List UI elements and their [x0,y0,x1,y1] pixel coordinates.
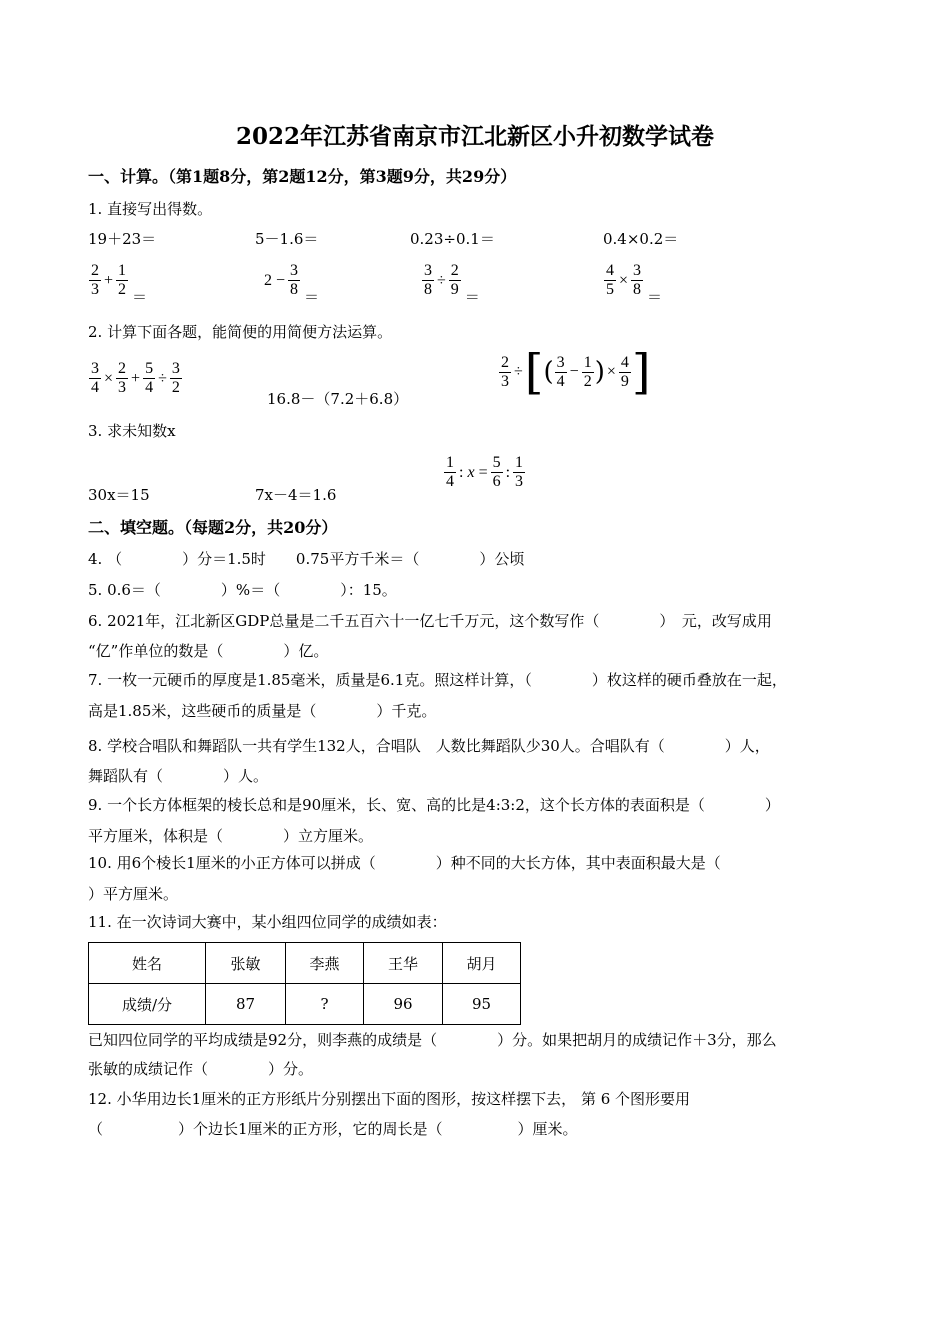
q10-line-1: 10. 用6个棱长1厘米的小正方体可以拼成（ ）种不同的大长方体，其中表面积最大是（ [88,854,721,872]
operator: ÷ [514,363,523,380]
fraction [143,360,155,397]
denominator: 8 [290,281,299,298]
q1-item: 0.23÷0.1＝ [410,230,495,248]
q1-item: 19＋23＝ [88,230,157,248]
q12-line-2: （ ）个边长1厘米的正方形，它的周长是（ ）厘米。 [88,1120,578,1138]
fraction [89,262,101,299]
right-paren: ) [594,357,605,387]
fraction [170,360,182,397]
q1-item: 0.4×0.2＝ [603,230,679,248]
numerator: 4 [620,353,629,371]
denominator: 9 [620,372,629,390]
fraction [444,454,456,491]
numerator: 4 [606,262,614,279]
q6-line-1: 6. 2021年，江北新区GDP总量是二千五百六十一亿七千万元，这个数写作（ ） 元，改写成用 [88,612,772,630]
table-row [89,943,521,984]
q1-fraction-item [421,262,480,306]
q10-line-2: ）平方厘米。 [88,885,179,903]
q5-line: 5. 0.6＝（ ）%＝（ ）：15。 [88,581,397,599]
q8-line-1: 8. 学校合唱队和舞蹈队一共有学生132人，合唱队 人数比舞蹈队少30人。合唱队有（ ）人， [88,737,770,755]
equals-sign: ＝ [464,288,480,306]
q9-line-1: 9. 一个长方体框架的棱长总和是90厘米，长、宽、高的比是4:3:2，这个长方体的表面积是（ ） [88,796,780,814]
denominator: 2 [171,379,180,396]
section-1-heading: 一、计算。（第1题8分，第2题12分，第3题9分，共29分） [88,167,517,186]
q7-line-1: 7. 一枚一元硬币的厚度是1.85毫米，质量是6.1克。照这样计算，（ ）枚这样的硬币叠放在一起， [88,671,787,689]
numerator: 2 [118,360,127,377]
right-bracket: ] [631,344,651,400]
operator: + [104,271,114,289]
denominator: 2 [583,372,592,390]
denominator: 3 [91,281,99,298]
denominator: 3 [501,372,509,390]
q3-equation-1: 30x＝15 [88,486,150,504]
q3-equation-2: 7x－4＝1.6 [255,486,337,504]
q4-line: 4. （ ）分＝1.5时 0.75平方千米＝（ ）公顷 [88,550,525,568]
q1-fraction-item [603,262,663,306]
q2-instruction: 2. 计算下面各题，能简便的用简便方法运算。 [88,323,393,341]
q3-equation-3 [443,454,526,491]
ratio-colon: : [459,463,464,481]
equals-sign: ＝ [132,288,148,306]
q2-expression-3 [498,344,651,400]
numerator: 1 [583,353,592,371]
denominator: 8 [424,281,432,298]
operator: × [619,271,629,289]
table-cell: 96 [364,984,443,1025]
fraction [288,262,300,299]
left-paren: ( [543,357,554,387]
numerator: 3 [91,360,99,377]
fraction [513,454,525,491]
q1-instruction: 1. 直接写出得数。 [88,200,213,218]
denominator: 4 [556,372,565,390]
fraction [422,262,434,299]
operator: × [606,363,616,380]
q11-text-1: 已知四位同学的平均成绩是92分，则李燕的成绩是（ ）分。如果把胡月的成绩记作＋3分，那么 [88,1031,777,1049]
denominator: 6 [492,473,501,490]
q7-line-2: 高是1.85米，这些硬币的质量是（ ）千克。 [88,702,437,720]
ratio-colon: : [505,463,511,481]
numerator: 1 [118,262,127,279]
denominator: 8 [633,281,642,298]
denominator: 5 [606,281,614,298]
equals-sign: ＝ [304,288,320,306]
numerator: 3 [171,360,180,377]
table-cell: 87 [206,984,286,1025]
operator: ÷ [437,271,446,289]
fraction [604,262,616,299]
table-cell: 姓名 [89,943,206,984]
fraction [555,354,567,391]
numerator: 3 [290,262,299,279]
fraction [582,354,594,391]
numerator: 2 [91,262,99,279]
table-cell: 李燕 [286,943,364,984]
numerator: 1 [515,454,524,471]
fraction [449,262,461,299]
operator: − [569,363,579,380]
fraction [116,360,128,397]
numerator: 1 [446,454,454,471]
operator: × [104,369,114,387]
q2-expression-1 [88,360,183,397]
denominator: 4 [91,379,99,396]
equals-sign: ＝ [647,288,663,306]
fraction [116,262,128,299]
table-row [89,984,521,1025]
denominator: 4 [446,473,454,490]
numerator: 5 [492,454,501,471]
numerator: 3 [633,262,642,279]
q12-line-1: 12. 小华用边长1厘米的正方形纸片分别摆出下面的图形，按这样摆下去， 第 6 个图形要用 [88,1090,691,1108]
whole-number: 2 [264,271,272,289]
operator: ÷ [158,369,167,387]
operator: − [276,271,286,289]
numerator: 2 [450,262,459,279]
denominator: 9 [450,281,459,298]
table-cell: 张敏 [206,943,286,984]
q1-item: 5－1.6＝ [255,230,319,248]
table-cell: 成绩/分 [89,984,206,1025]
q1-fraction-item [262,262,320,306]
variable-x: x [467,463,475,481]
denominator: 3 [118,379,127,396]
denominator: 4 [145,379,154,396]
table-cell: 胡月 [443,943,521,984]
section-2-heading: 二、填空题。（每题2分，共20分） [88,518,338,537]
numerator: 5 [145,360,154,377]
fraction [499,354,511,391]
table-cell: ? [286,984,364,1025]
operator: + [131,369,141,387]
table-cell: 王华 [364,943,443,984]
left-bracket: [ [524,344,544,400]
q8-line-2: 舞蹈队有（ ）人。 [88,767,269,785]
q11-line: 11. 在一次诗词大赛中，某小组四位同学的成绩如表： [88,913,447,931]
numerator: 3 [556,353,565,371]
q3-instruction: 3. 求未知数x [88,422,176,440]
fraction [89,360,101,397]
q6-line-2: “亿”作单位的数是（ ）亿。 [88,642,329,660]
denominator: 2 [118,281,127,298]
equals-sign: = [478,463,488,481]
page-title: 2022年江苏省南京市江北新区小升初数学试卷 [235,123,714,150]
score-table [88,942,521,1025]
q1-fraction-item [88,262,148,306]
numerator: 2 [501,353,509,371]
fraction [491,454,503,491]
fraction [619,354,631,391]
q9-line-2: 平方厘米，体积是（ ）立方厘米。 [88,827,374,845]
denominator: 3 [515,473,524,490]
q11-text-2: 张敏的成绩记作（ ）分。 [88,1060,314,1078]
fraction [631,262,643,299]
q2-expression-2: 16.8－（7.2＋6.8） [267,390,409,408]
table-cell: 95 [443,984,521,1025]
numerator: 3 [424,262,432,279]
